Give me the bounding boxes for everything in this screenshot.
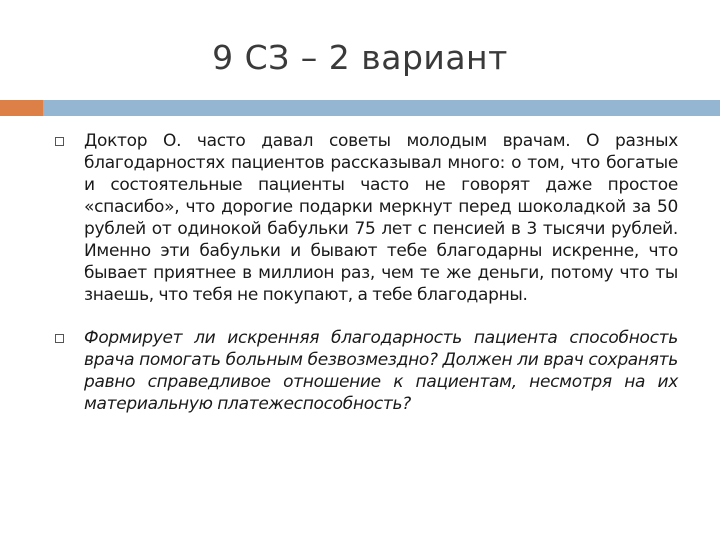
slide-title: 9 СЗ – 2 вариант: [212, 38, 508, 77]
bullet-text: Доктор О. часто давал советы молодым врачам. О разных благодарностях пациентов рассказывал много: о том, что богатые и состоятельные пациенты часто не говорят даже простое «спасибо», что дорогие подарки меркнут перед шоколадкой за 50 рублей от одинокой бабульки 75 лет с пенсией в 3 тысячи рублей. Именно эти бабульки и бывают тебе благодарны искренне, что бывает приятнее в миллион раз, чем те же деньги, потому что ты знаешь, что тебя не покупают, а тебе благодарны.: [84, 131, 678, 305]
hollow-square-icon: [55, 137, 64, 146]
hollow-square-icon: [55, 334, 64, 343]
bullet-text: Формирует ли искренняя благодарность пациента способность врача помогать больным безвозмездно? Должен ли врач сохранять равно справедливое отношение к пациентам, несмотря на их материальную платежеспособность?: [84, 328, 678, 414]
